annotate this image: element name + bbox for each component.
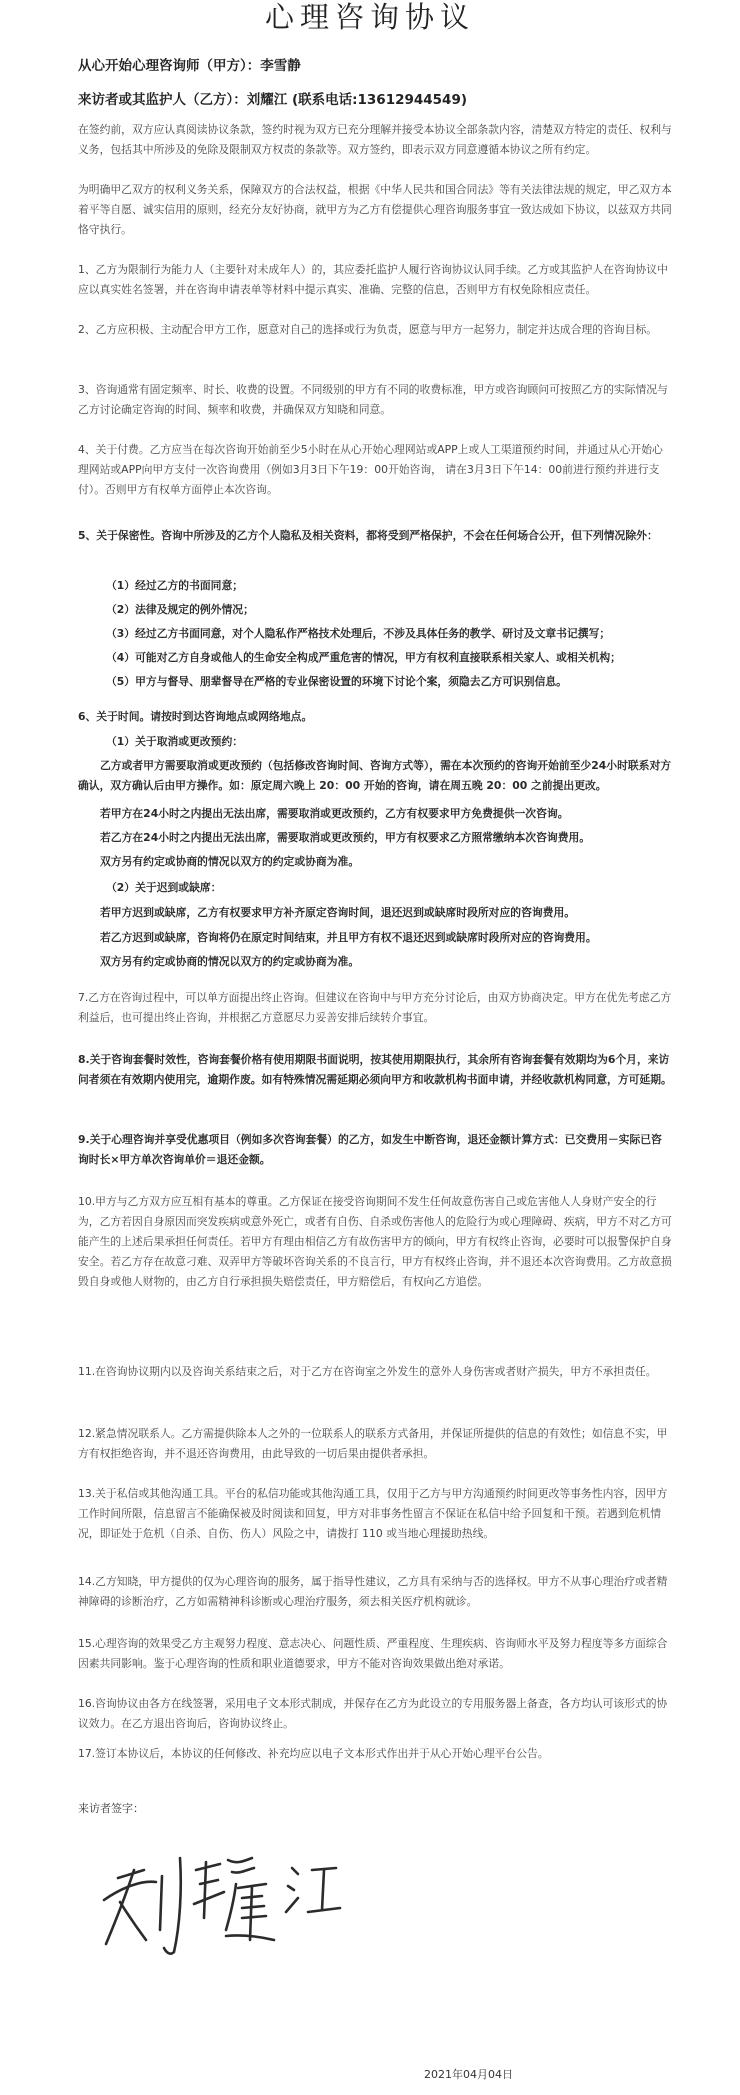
clause-5-item: （4）可能对乙方自身或他人的生命安全构成严重危害的情况，甲方有权利直接联系相关家人、或相关机构；	[106, 651, 621, 664]
clause-5-item: （2）法律及规定的例外情况；	[106, 603, 254, 616]
clause-6-line: 若乙方迟到或缺席，咨询将仍在原定时间结束，并且甲方有权不退还迟到或缺席时段所对应的咨询费用。	[100, 931, 597, 944]
clause-5-item: （3）经过乙方书面同意，对个人隐私作严格技术处理后，不涉及具体任务的教学、研讨及文章书记撰写；	[106, 627, 611, 640]
clause-3: 3、咨询通常有固定频率、时长、收费的设置。不同级别的甲方有不同的收费标准，甲方或咨询顾问可按照乙方的实际情况与乙方讨论确定咨询的时间、频率和收费，并确保双方知晓和同意。	[78, 383, 668, 416]
clause-6-paragraph: 乙方或者甲方需要取消或更改预约（包括修改咨询时间、咨询方式等），需在本次预约的咨询开始前至少24小时联系对方确认，双方确认后由甲方操作。如：原定周六晚上 20：00 开始的咨询，请在周五晚 20：00 之前提出更改。	[78, 759, 672, 792]
signing-date: 2021年04月04日	[424, 2068, 513, 2081]
clause-6-line: 若甲方在24小时之内提出无法出席，需要取消或更改预约，乙方有权要求甲方免费提供一次咨询。	[100, 807, 569, 820]
handwritten-signature	[96, 1840, 356, 1960]
clause-6-line: 若甲方迟到或缺席，乙方有权要求甲方补齐原定咨询时间，退还迟到或缺席时段所对应的咨询费用。	[100, 906, 576, 919]
clause-6-subheading-2: （2）关于迟到或缺席：	[106, 881, 222, 894]
clause-10: 10.甲方与乙方双方应互相有基本的尊重。乙方保证在接受咨询期间不发生任何故意伤害自己或危害他人人身财产安全的行为，乙方若因自身原因而突发疾病或意外死亡，或者有自伤、自杀或伤害他人的危险行为或心理障碍、疾病，甲方不对乙方可能产生的上述后果承担任何责任。若甲方有理由相信乙方有故伤害甲方的倾向，甲方有权终止咨询，必要时可以报警保护自身安全。若乙方存在故意刁难、双弄甲方等破坏咨询关系的不良言行，甲方有权终止咨询，并不退还本次咨询费用。乙方故意损毁自身或他人财物的，由乙方自行承担损失赔偿责任，甲方赔偿后，有权向乙方追偿。	[78, 1195, 672, 1288]
clause-7: 7.乙方在咨询过程中，可以单方面提出终止咨询。但建议在咨询中与甲方充分讨论后，由双方协商决定。甲方在优先考虑乙方利益后，也可提出终止咨询，并根据乙方意愿尽力妥善安排后续转介事宜。	[78, 991, 672, 1024]
clause-14: 14.乙方知晓，甲方提供的仅为心理咨询的服务，属于指导性建议，乙方具有采纳与否的选择权。甲方不从事心理治疗或者精神障碍的诊断治疗，乙方如需精神科诊断或心理治疗服务，须去相关医疗机构就诊。	[78, 1575, 668, 1608]
clause-6-line: 若乙方在24小时之内提出无法出席，需要取消或更改预约，甲方有权要求乙方照常缴纳本次咨询费用。	[100, 831, 591, 844]
clause-17: 17.签订本协议后，本协议的任何修改、补充均应以电子文本形式作出并于从心开始心理平台公告。	[78, 1747, 549, 1760]
clause-6: 6、关于时间。请按时到达咨询地点或网络地点。	[78, 710, 313, 723]
signature-label: 来访者签字：	[78, 1802, 144, 1815]
clause-5-item: （1）经过乙方的书面同意；	[106, 579, 244, 592]
party-a: 从心开始心理咨询师（甲方）：李雪静	[78, 58, 301, 74]
clause-8: 8.关于咨询套餐时效性，咨询套餐价格有使用期限书面说明，按其使用期限执行，其余所有咨询套餐有效期均为6个月，来访问者须在有效期内使用完，逾期作废。如有特殊情况需延期必须向甲方和收款机构书面申请，并经收款机构同意，方可延期。	[78, 1053, 672, 1086]
clause-11: 11.在咨询协议期内以及咨询关系结束之后，对于乙方在咨询室之外发生的意外人身伤害或者财产损失，甲方不承担责任。	[78, 1365, 657, 1378]
clause-4: 4、关于付费。乙方应当在每次咨询开始前至少5小时在从心开始心理网站或APP上或人工渠道预约时间，并通过从心开始心理网站或APP向甲方支付一次咨询费用（例如3月3日下午19：00开始咨询， 请在3月3日下午14：00前进行预约并进行支付）。否则甲方有权单方面停止本次咨询。	[78, 443, 663, 496]
intro-paragraph-2: 为明确甲乙双方的权利义务关系，保障双方的合法权益，根据《中华人民共和国合同法》等有关法律法规的规定，甲乙双方本着平等自愿、诚实信用的原则，经充分友好协商，就甲方为乙方有偿提供心理咨询服务事宜一致达成如下协议，以兹双方共同恪守执行。	[78, 183, 672, 236]
clause-1: 1、乙方为限制行为能力人（主要针对未成年人）的，其应委托监护人履行咨询协议认同手续。乙方或其监护人在咨询协议中应以真实姓名签署，并在咨询申请表单等材料中提示真实、准确、完整的信息，否则甲方有权免除相应责任。	[78, 263, 668, 296]
clause-5: 5、关于保密性。咨询中所涉及的乙方个人隐私及相关资料，都将受到严格保护，不会在任何场合公开，但下列情况除外：	[78, 529, 658, 542]
clause-15: 15.心理咨询的效果受乙方主观努力程度、意志决心、问题性质、严重程度、生理疾病、咨询师水平及努力程度等多方面综合因素共同影响。鉴于心理咨询的性质和职业道德要求，甲方不能对咨询效果做出绝对承诺。	[78, 1637, 668, 1670]
clause-6-subheading-1: （1）关于取消或更改预约：	[106, 735, 244, 748]
clause-6-line: 双方另有约定或协商的情况以双方的约定或协商为准。	[100, 855, 360, 868]
clause-2: 2、乙方应积极、主动配合甲方工作，愿意对自己的选择或行为负责，愿意与甲方一起努力，制定并达成合理的咨询目标。	[78, 323, 658, 336]
party-b: 来访者或其监护人（乙方）：刘耀江 (联系电话:13612944549)	[78, 92, 468, 108]
intro-paragraph-1: 在签约前，双方应认真阅读协议条款，签约时视为双方已充分理解并接受本协议全部条款内容，清楚双方特定的责任、权利与义务，包括其中所涉及的免除及限制双方权责的条款等。双方签约，即表示双方同意遵循本协议之所有约定。	[78, 123, 672, 156]
page-title: 心理咨询协议	[264, 0, 475, 34]
clause-12: 12.紧急情况联系人。乙方需提供除本人之外的一位联系人的联系方式备用，并保证所提供的信息的有效性；如信息不实，甲方有权拒绝咨询，并不退还咨询费用，由此导致的一切后果由提供者承担。	[78, 1427, 668, 1460]
clause-5-item: （5）甲方与督导、朋辈督导在严格的专业保密设置的环境下讨论个案，须隐去乙方可识别信息。	[106, 675, 567, 688]
clause-6-line: 双方另有约定或协商的情况以双方的约定或协商为准。	[100, 955, 360, 968]
clause-13: 13.关于私信或其他沟通工具。平台的私信功能或其他沟通工具，仅用于乙方与甲方沟通预约时间更改等事务性内容，因甲方工作时间所限，信息留言不能确保被及时阅读和回复，甲方对非事务性留言不保证在私信中给予回复和干预。若遇到危机情况，即证处于危机（自杀、自伤、伤人）风险之中，请拨打 110 或当地心理援助热线。	[78, 1487, 668, 1540]
clause-9: 9.关于心理咨询并享受优惠项目（例如多次咨询套餐）的乙方，如发生中断咨询，退还金额计算方式：已交费用－实际已咨询时长×甲方单次咨询单价＝退还金额。	[78, 1133, 662, 1166]
clause-16: 16.咨询协议由各方在线签署，采用电子文本形式制成，并保存在乙方为此设立的专用服务器上备查，各方均认可该形式的协议效力。在乙方退出咨询后，咨询协议终止。	[78, 1697, 668, 1730]
